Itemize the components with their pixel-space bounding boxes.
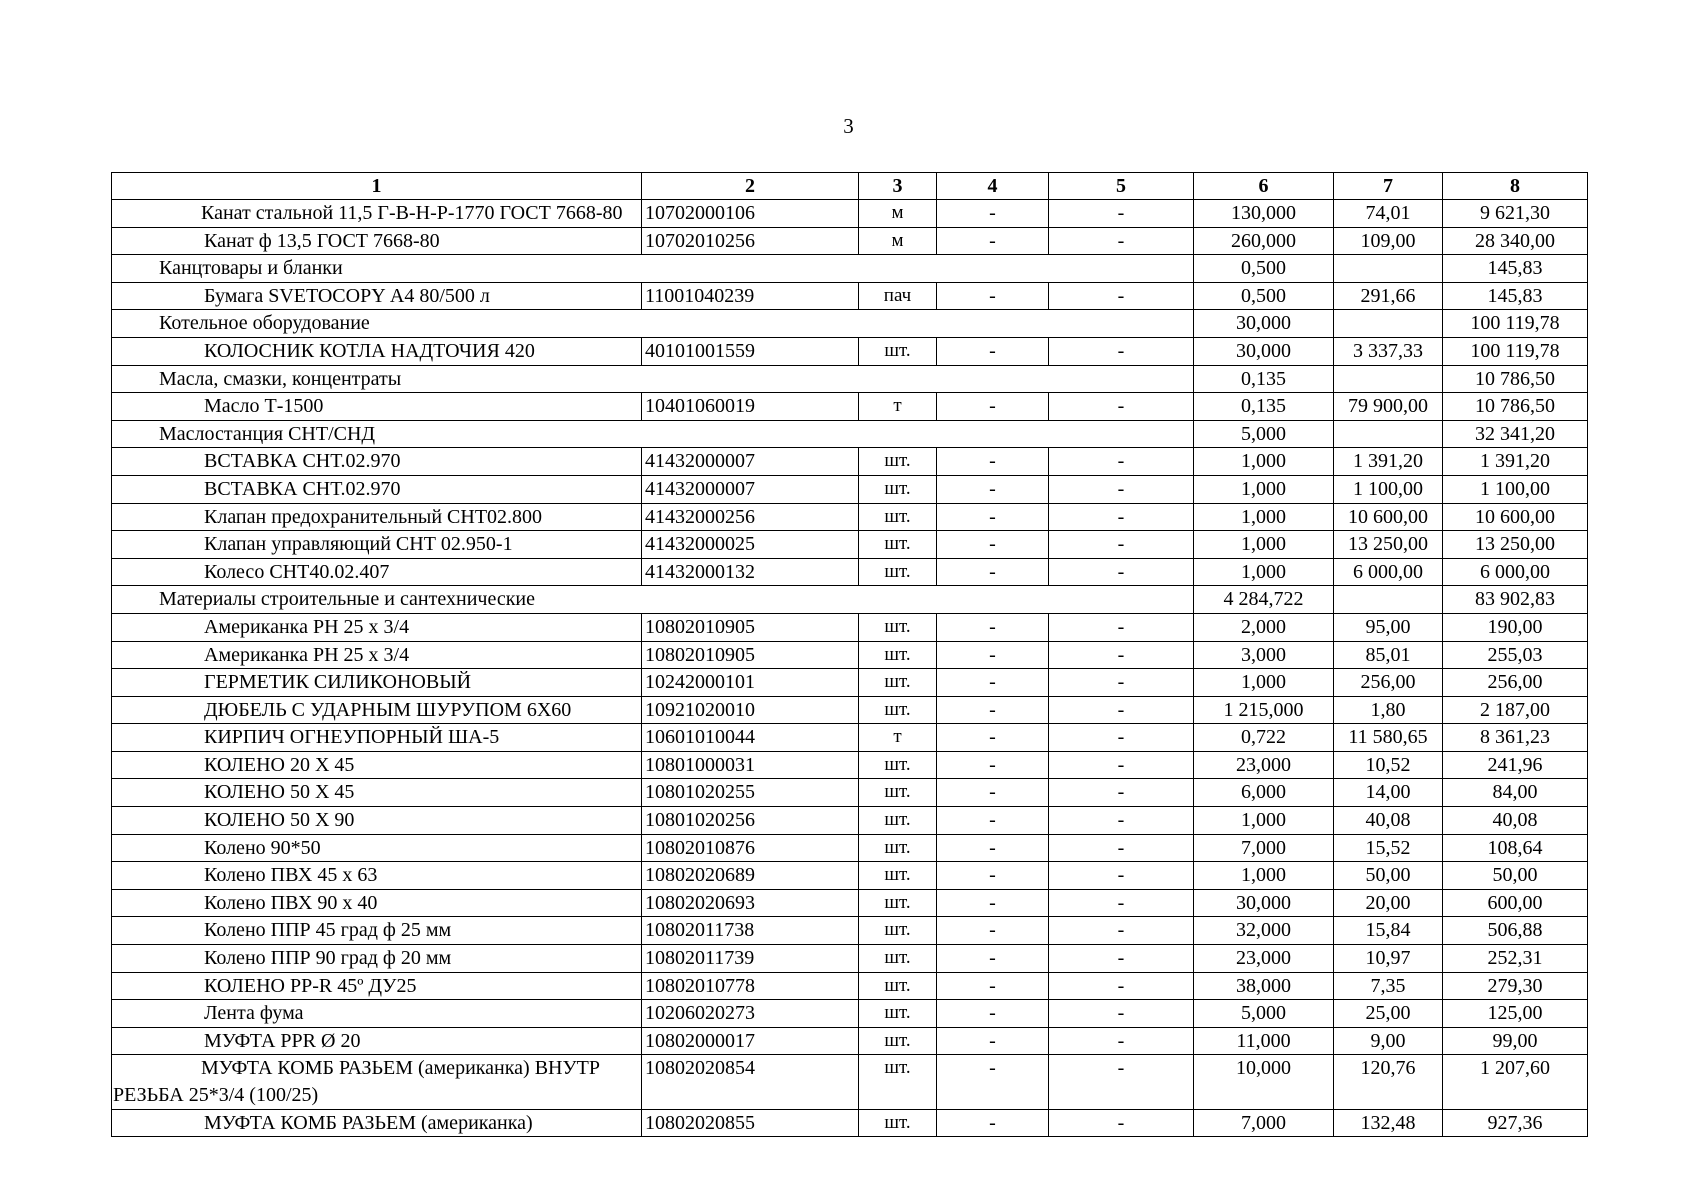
item-sum: 10 600,00 xyxy=(1443,503,1588,531)
table-row xyxy=(112,945,1588,973)
item-price: 20,00 xyxy=(1334,889,1443,917)
item-price: 10,97 xyxy=(1334,945,1443,973)
item-unit: шт. xyxy=(859,558,937,586)
group-quantity: 30,000 xyxy=(1194,310,1334,338)
table-row xyxy=(112,282,1588,310)
item-code: 10921020010 xyxy=(642,696,859,724)
item-col5: - xyxy=(1049,834,1194,862)
item-name: Колено ППР 45 град ф 25 мм xyxy=(112,917,642,945)
item-unit: шт. xyxy=(859,889,937,917)
item-price: 40,08 xyxy=(1334,807,1443,835)
item-price: 132,48 xyxy=(1334,1109,1443,1137)
group-name: Материалы строительные и сантехнические xyxy=(112,586,1194,614)
group-name: Масла, смазки, концентраты xyxy=(112,365,1194,393)
item-name: Американка PH 25 x 3/4 xyxy=(112,641,642,669)
table-row xyxy=(112,696,1588,724)
item-unit: шт. xyxy=(859,779,937,807)
group-name: Канцтовары и бланки xyxy=(112,255,1194,283)
item-col4: - xyxy=(937,1055,1049,1109)
item-col4: - xyxy=(937,337,1049,365)
item-col4: - xyxy=(937,917,1049,945)
item-quantity: 6,000 xyxy=(1194,779,1334,807)
item-name: КОЛЕНО 50 Х 45 xyxy=(112,779,642,807)
item-unit: шт. xyxy=(859,613,937,641)
item-sum: 2 187,00 xyxy=(1443,696,1588,724)
item-code: 41432000132 xyxy=(642,558,859,586)
item-unit: шт. xyxy=(859,696,937,724)
item-quantity: 3,000 xyxy=(1194,641,1334,669)
table-row xyxy=(112,1109,1588,1137)
item-sum: 10 786,50 xyxy=(1443,393,1588,421)
group-name: Маслостанция СНТ/СНД xyxy=(112,420,1194,448)
item-col4: - xyxy=(937,669,1049,697)
item-sum: 13 250,00 xyxy=(1443,531,1588,559)
item-unit: шт. xyxy=(859,669,937,697)
item-price: 1 391,20 xyxy=(1334,448,1443,476)
group-price xyxy=(1334,255,1443,283)
table-row xyxy=(112,531,1588,559)
item-code: 10802020693 xyxy=(642,889,859,917)
item-sum: 108,64 xyxy=(1443,834,1588,862)
item-unit: шт. xyxy=(859,1027,937,1055)
item-unit: шт. xyxy=(859,448,937,476)
item-col5: - xyxy=(1049,1027,1194,1055)
item-col4: - xyxy=(937,503,1049,531)
group-sum: 100 119,78 xyxy=(1443,310,1588,338)
column-header-8: 8 xyxy=(1443,173,1588,200)
item-col4: - xyxy=(937,807,1049,835)
item-sum: 600,00 xyxy=(1443,889,1588,917)
table-row xyxy=(112,1027,1588,1055)
column-header-6: 6 xyxy=(1194,173,1334,200)
item-sum: 125,00 xyxy=(1443,1000,1588,1028)
item-name: Колено ПВХ 90 х 40 xyxy=(112,889,642,917)
table-row xyxy=(112,751,1588,779)
item-price: 120,76 xyxy=(1334,1055,1443,1109)
table-row xyxy=(112,393,1588,421)
table-row xyxy=(112,724,1588,752)
item-name: ГЕРМЕТИК СИЛИКОНОВЫЙ xyxy=(112,669,642,697)
item-unit: шт. xyxy=(859,641,937,669)
table-row xyxy=(112,807,1588,835)
group-price xyxy=(1334,420,1443,448)
item-code: 10702000106 xyxy=(642,200,859,228)
materials-table xyxy=(111,172,1588,1137)
item-code: 10702010256 xyxy=(642,227,859,255)
item-price: 10 600,00 xyxy=(1334,503,1443,531)
group-sum: 83 902,83 xyxy=(1443,586,1588,614)
item-quantity: 2,000 xyxy=(1194,613,1334,641)
item-sum: 190,00 xyxy=(1443,613,1588,641)
item-sum: 256,00 xyxy=(1443,669,1588,697)
item-col4: - xyxy=(937,751,1049,779)
item-code: 10802010778 xyxy=(642,972,859,1000)
item-col5: - xyxy=(1049,862,1194,890)
item-sum: 145,83 xyxy=(1443,282,1588,310)
table-row xyxy=(112,613,1588,641)
item-quantity: 23,000 xyxy=(1194,945,1334,973)
item-col5: - xyxy=(1049,1109,1194,1137)
item-col5: - xyxy=(1049,972,1194,1000)
table-header-row xyxy=(112,173,1588,200)
item-code: 10802000017 xyxy=(642,1027,859,1055)
item-sum: 1 100,00 xyxy=(1443,475,1588,503)
item-unit: т xyxy=(859,724,937,752)
item-unit: шт. xyxy=(859,1000,937,1028)
item-name: МУФТА КОМБ РАЗЬЕМ (американка) xyxy=(112,1109,642,1137)
item-name: КОЛЕНО 20 Х 45 xyxy=(112,751,642,779)
item-col5: - xyxy=(1049,337,1194,365)
table-row xyxy=(112,862,1588,890)
group-quantity: 4 284,722 xyxy=(1194,586,1334,614)
group-row xyxy=(112,586,1588,614)
item-unit: м xyxy=(859,200,937,228)
item-code: 10802010905 xyxy=(642,641,859,669)
item-sum: 28 340,00 xyxy=(1443,227,1588,255)
group-row xyxy=(112,255,1588,283)
item-quantity: 260,000 xyxy=(1194,227,1334,255)
item-col4: - xyxy=(937,834,1049,862)
item-unit: шт. xyxy=(859,834,937,862)
item-code: 10801020256 xyxy=(642,807,859,835)
item-col4: - xyxy=(937,945,1049,973)
item-code: 41432000256 xyxy=(642,503,859,531)
item-col5: - xyxy=(1049,558,1194,586)
item-sum: 40,08 xyxy=(1443,807,1588,835)
item-unit: шт. xyxy=(859,945,937,973)
item-col5: - xyxy=(1049,696,1194,724)
item-unit: шт. xyxy=(859,337,937,365)
item-sum: 927,36 xyxy=(1443,1109,1588,1137)
item-col5: - xyxy=(1049,448,1194,476)
item-col5: - xyxy=(1049,1000,1194,1028)
column-header-4: 4 xyxy=(937,173,1049,200)
group-price xyxy=(1334,310,1443,338)
item-code: 10802020689 xyxy=(642,862,859,890)
item-col4: - xyxy=(937,1027,1049,1055)
table-row xyxy=(112,503,1588,531)
item-unit: шт. xyxy=(859,531,937,559)
item-quantity: 1,000 xyxy=(1194,807,1334,835)
item-name: КОЛОСНИК КОТЛА НАДТОЧИЯ 420 xyxy=(112,337,642,365)
table-row xyxy=(112,779,1588,807)
item-name: Колено 90*50 xyxy=(112,834,642,862)
group-quantity: 0,500 xyxy=(1194,255,1334,283)
item-col4: - xyxy=(937,779,1049,807)
item-quantity: 5,000 xyxy=(1194,1000,1334,1028)
item-name: Масло Т-1500 xyxy=(112,393,642,421)
item-col5: - xyxy=(1049,945,1194,973)
item-col5: - xyxy=(1049,531,1194,559)
item-quantity: 1,000 xyxy=(1194,558,1334,586)
item-col5: - xyxy=(1049,227,1194,255)
item-price: 50,00 xyxy=(1334,862,1443,890)
item-price: 3 337,33 xyxy=(1334,337,1443,365)
group-row xyxy=(112,310,1588,338)
table-body xyxy=(112,200,1588,1137)
item-quantity: 10,000 xyxy=(1194,1055,1334,1109)
item-sum: 99,00 xyxy=(1443,1027,1588,1055)
item-col5: - xyxy=(1049,641,1194,669)
item-quantity: 30,000 xyxy=(1194,337,1334,365)
group-price xyxy=(1334,586,1443,614)
item-quantity: 1 215,000 xyxy=(1194,696,1334,724)
item-name: ВСТАВКА СНТ.02.970 xyxy=(112,448,642,476)
item-price: 13 250,00 xyxy=(1334,531,1443,559)
item-code: 10802010905 xyxy=(642,613,859,641)
item-sum: 241,96 xyxy=(1443,751,1588,779)
item-col4: - xyxy=(937,641,1049,669)
item-code: 10601010044 xyxy=(642,724,859,752)
item-quantity: 0,135 xyxy=(1194,393,1334,421)
group-sum: 145,83 xyxy=(1443,255,1588,283)
item-code: 10802011739 xyxy=(642,945,859,973)
item-col5: - xyxy=(1049,475,1194,503)
table-row xyxy=(112,889,1588,917)
item-code: 10802011738 xyxy=(642,917,859,945)
item-name: КИРПИЧ ОГНЕУПОРНЫЙ ША-5 xyxy=(112,724,642,752)
item-name: Колесо СНТ40.02.407 xyxy=(112,558,642,586)
item-col5: - xyxy=(1049,393,1194,421)
item-name: Канат стальной 11,5 Г-В-Н-Р-1770 ГОСТ 7668-80 xyxy=(112,200,642,228)
item-name: Бумага SVETOCOPY А4 80/500 л xyxy=(112,282,642,310)
item-quantity: 0,722 xyxy=(1194,724,1334,752)
item-quantity: 30,000 xyxy=(1194,889,1334,917)
item-price: 79 900,00 xyxy=(1334,393,1443,421)
item-col4: - xyxy=(937,724,1049,752)
table-row xyxy=(112,1000,1588,1028)
table-row xyxy=(112,641,1588,669)
item-col5: - xyxy=(1049,200,1194,228)
group-sum: 32 341,20 xyxy=(1443,420,1588,448)
item-name: Канат ф 13,5 ГОСТ 7668-80 xyxy=(112,227,642,255)
item-unit: т xyxy=(859,393,937,421)
table-row xyxy=(112,558,1588,586)
item-col4: - xyxy=(937,613,1049,641)
item-code: 11001040239 xyxy=(642,282,859,310)
item-quantity: 1,000 xyxy=(1194,531,1334,559)
item-unit: шт. xyxy=(859,503,937,531)
item-col4: - xyxy=(937,282,1049,310)
item-col4: - xyxy=(937,475,1049,503)
item-name: Клапан предохранительный СНТ02.800 xyxy=(112,503,642,531)
item-col5: - xyxy=(1049,751,1194,779)
item-price: 74,01 xyxy=(1334,200,1443,228)
item-name: МУФТА КОМБ РАЗЬЕМ (американка) ВНУТР РЕЗЬБА 25*3/4 (100/25) xyxy=(112,1055,642,1109)
table-row xyxy=(112,337,1588,365)
item-col4: - xyxy=(937,862,1049,890)
item-price: 109,00 xyxy=(1334,227,1443,255)
item-unit: шт. xyxy=(859,862,937,890)
item-col4: - xyxy=(937,393,1049,421)
item-col4: - xyxy=(937,227,1049,255)
item-col4: - xyxy=(937,531,1049,559)
item-quantity: 7,000 xyxy=(1194,1109,1334,1137)
item-col5: - xyxy=(1049,807,1194,835)
item-quantity: 0,500 xyxy=(1194,282,1334,310)
item-price: 14,00 xyxy=(1334,779,1443,807)
item-name: Колено ППР 90 град ф 20 мм xyxy=(112,945,642,973)
column-header-3: 3 xyxy=(859,173,937,200)
item-unit: шт. xyxy=(859,972,937,1000)
group-row xyxy=(112,420,1588,448)
table-row xyxy=(112,200,1588,228)
table-row xyxy=(112,448,1588,476)
item-sum: 252,31 xyxy=(1443,945,1588,973)
item-sum: 506,88 xyxy=(1443,917,1588,945)
item-unit: шт. xyxy=(859,475,937,503)
item-col5: - xyxy=(1049,724,1194,752)
item-col5: - xyxy=(1049,503,1194,531)
item-price: 7,35 xyxy=(1334,972,1443,1000)
item-col5: - xyxy=(1049,779,1194,807)
item-col4: - xyxy=(937,1109,1049,1137)
item-quantity: 1,000 xyxy=(1194,503,1334,531)
column-header-7: 7 xyxy=(1334,173,1443,200)
item-name: КОЛЕНО PP-R 45º ДУ25 xyxy=(112,972,642,1000)
item-col4: - xyxy=(937,1000,1049,1028)
group-quantity: 0,135 xyxy=(1194,365,1334,393)
item-col4: - xyxy=(937,558,1049,586)
item-code: 41432000025 xyxy=(642,531,859,559)
item-unit: шт. xyxy=(859,751,937,779)
item-col4: - xyxy=(937,889,1049,917)
item-price: 15,52 xyxy=(1334,834,1443,862)
item-quantity: 11,000 xyxy=(1194,1027,1334,1055)
item-name: ВСТАВКА СНТ.02.970 xyxy=(112,475,642,503)
item-name: КОЛЕНО 50 Х 90 xyxy=(112,807,642,835)
item-col5: - xyxy=(1049,917,1194,945)
table-row xyxy=(112,475,1588,503)
item-price: 95,00 xyxy=(1334,613,1443,641)
column-header-1: 1 xyxy=(112,173,642,200)
item-code: 10802020855 xyxy=(642,1109,859,1137)
item-name: Клапан управляющий СНТ 02.950-1 xyxy=(112,531,642,559)
item-code: 40101001559 xyxy=(642,337,859,365)
item-unit: пач xyxy=(859,282,937,310)
column-header-2: 2 xyxy=(642,173,859,200)
item-quantity: 1,000 xyxy=(1194,448,1334,476)
item-sum: 1 207,60 xyxy=(1443,1055,1588,1109)
item-sum: 279,30 xyxy=(1443,972,1588,1000)
item-unit: шт. xyxy=(859,807,937,835)
item-quantity: 38,000 xyxy=(1194,972,1334,1000)
page-number: 3 xyxy=(843,114,854,138)
item-sum: 1 391,20 xyxy=(1443,448,1588,476)
item-price: 85,01 xyxy=(1334,641,1443,669)
table-row xyxy=(112,1055,1588,1109)
item-code: 10802020854 xyxy=(642,1055,859,1109)
item-code: 10401060019 xyxy=(642,393,859,421)
group-quantity: 5,000 xyxy=(1194,420,1334,448)
item-name: Американка PH 25 x 3/4 xyxy=(112,613,642,641)
item-col5: - xyxy=(1049,282,1194,310)
item-quantity: 23,000 xyxy=(1194,751,1334,779)
item-unit: м xyxy=(859,227,937,255)
item-sum: 100 119,78 xyxy=(1443,337,1588,365)
item-col5: - xyxy=(1049,889,1194,917)
item-code: 10802010876 xyxy=(642,834,859,862)
item-code: 41432000007 xyxy=(642,448,859,476)
table-row xyxy=(112,917,1588,945)
group-sum: 10 786,50 xyxy=(1443,365,1588,393)
item-col4: - xyxy=(937,972,1049,1000)
item-quantity: 1,000 xyxy=(1194,475,1334,503)
item-sum: 6 000,00 xyxy=(1443,558,1588,586)
item-price: 1 100,00 xyxy=(1334,475,1443,503)
item-sum: 50,00 xyxy=(1443,862,1588,890)
item-quantity: 1,000 xyxy=(1194,862,1334,890)
item-col5: - xyxy=(1049,1055,1194,1109)
item-code: 10242000101 xyxy=(642,669,859,697)
item-price: 10,52 xyxy=(1334,751,1443,779)
item-code: 10801020255 xyxy=(642,779,859,807)
item-col4: - xyxy=(937,448,1049,476)
item-code: 41432000007 xyxy=(642,475,859,503)
item-code: 10206020273 xyxy=(642,1000,859,1028)
item-price: 256,00 xyxy=(1334,669,1443,697)
item-col5: - xyxy=(1049,613,1194,641)
table-row xyxy=(112,972,1588,1000)
item-unit: шт. xyxy=(859,1109,937,1137)
item-quantity: 1,000 xyxy=(1194,669,1334,697)
item-price: 15,84 xyxy=(1334,917,1443,945)
item-sum: 84,00 xyxy=(1443,779,1588,807)
group-price xyxy=(1334,365,1443,393)
item-price: 25,00 xyxy=(1334,1000,1443,1028)
item-price: 11 580,65 xyxy=(1334,724,1443,752)
item-unit: шт. xyxy=(859,1055,937,1109)
item-sum: 8 361,23 xyxy=(1443,724,1588,752)
item-col4: - xyxy=(937,696,1049,724)
table-row xyxy=(112,834,1588,862)
item-col4: - xyxy=(937,200,1049,228)
item-quantity: 7,000 xyxy=(1194,834,1334,862)
item-quantity: 32,000 xyxy=(1194,917,1334,945)
item-name: Лента фума xyxy=(112,1000,642,1028)
item-name: Колено ПВХ 45 х 63 xyxy=(112,862,642,890)
group-row xyxy=(112,365,1588,393)
item-price: 6 000,00 xyxy=(1334,558,1443,586)
item-name: МУФТА PPR Ø 20 xyxy=(112,1027,642,1055)
item-sum: 9 621,30 xyxy=(1443,200,1588,228)
table-row xyxy=(112,227,1588,255)
item-price: 1,80 xyxy=(1334,696,1443,724)
item-code: 10801000031 xyxy=(642,751,859,779)
item-quantity: 130,000 xyxy=(1194,200,1334,228)
column-header-5: 5 xyxy=(1049,173,1194,200)
item-price: 9,00 xyxy=(1334,1027,1443,1055)
item-col5: - xyxy=(1049,669,1194,697)
item-unit: шт. xyxy=(859,917,937,945)
group-name: Котельное оборудование xyxy=(112,310,1194,338)
item-sum: 255,03 xyxy=(1443,641,1588,669)
item-name: ДЮБЕЛЬ С УДАРНЫМ ШУРУПОМ 6Х60 xyxy=(112,696,642,724)
table-row xyxy=(112,669,1588,697)
item-price: 291,66 xyxy=(1334,282,1443,310)
